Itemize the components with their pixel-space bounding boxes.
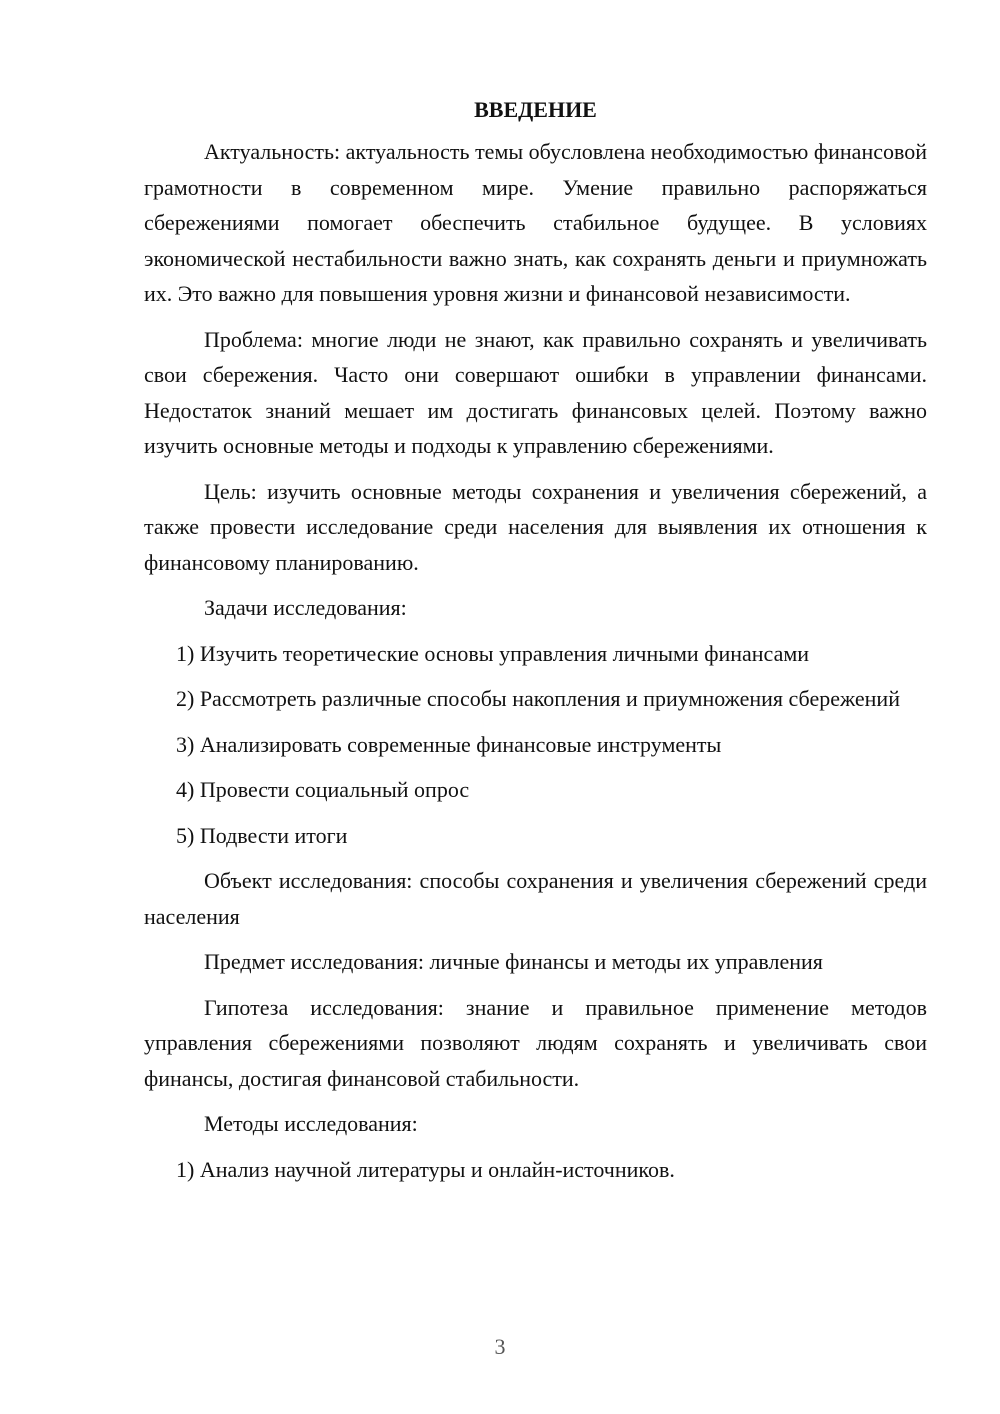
page-number: 3 xyxy=(494,1334,506,1359)
section-title: ВВЕДЕНИЕ xyxy=(474,97,597,122)
subject-paragraph: Предмет исследования: личные финансы и методы их управления xyxy=(204,949,823,974)
goal-paragraph: Цель: изучить основные методы сохранения и увеличения сбережений, а также провести исследование среди населения для выявления их отношения к финансовому планированию. xyxy=(144,478,927,575)
method-item-1: 1) Анализ научной литературы и онлайн-источников. xyxy=(176,1156,675,1182)
document-page xyxy=(144,96,927,1197)
task-item-2: 2) Рассмотреть различные способы накопления и приумножения сбережений xyxy=(176,686,900,711)
object-paragraph: Объект исследования: способы сохранения и увеличения сбережений среди населения xyxy=(144,868,927,929)
tasks-heading: Задачи исследования: xyxy=(204,595,407,620)
methods-heading: Методы исследования: xyxy=(204,1111,418,1136)
task-item-1: 1) Изучить теоретические основы управления личными финансами xyxy=(176,640,810,666)
relevance-paragraph: Актуальность: актуальность темы обусловлена необходимостью финансовой грамотности в современном мире. Умение правильно распоряжаться сбережениями помогает обеспечить стабильное будущее. В условиях экономической нестабильности важно знать, как сохранять деньги и приумножать их. Это важно для повышения уровня жизни и финансовой независимости. xyxy=(144,139,927,306)
task-item-4: 4) Провести социальный опрос xyxy=(176,777,470,802)
hypothesis-paragraph: Гипотеза исследования: знание и правильное применение методов управления сбережениями позволяют людям сохранять и увеличивать свои финансы, достигая финансовой стабильности. xyxy=(144,994,927,1091)
task-item-5: 5) Подвести итоги xyxy=(176,822,348,848)
problem-paragraph: Проблема: многие люди не знают, как правильно сохранять и увеличивать свои сбережения. Часто они совершают ошибки в управлении финансами. Недостаток знаний мешает им достигать финансовых целей. Поэтому важно изучить основные методы и подходы к управлению сбережениями. xyxy=(144,326,927,458)
task-item-3: 3) Анализировать современные финансовые инструменты xyxy=(176,731,722,757)
